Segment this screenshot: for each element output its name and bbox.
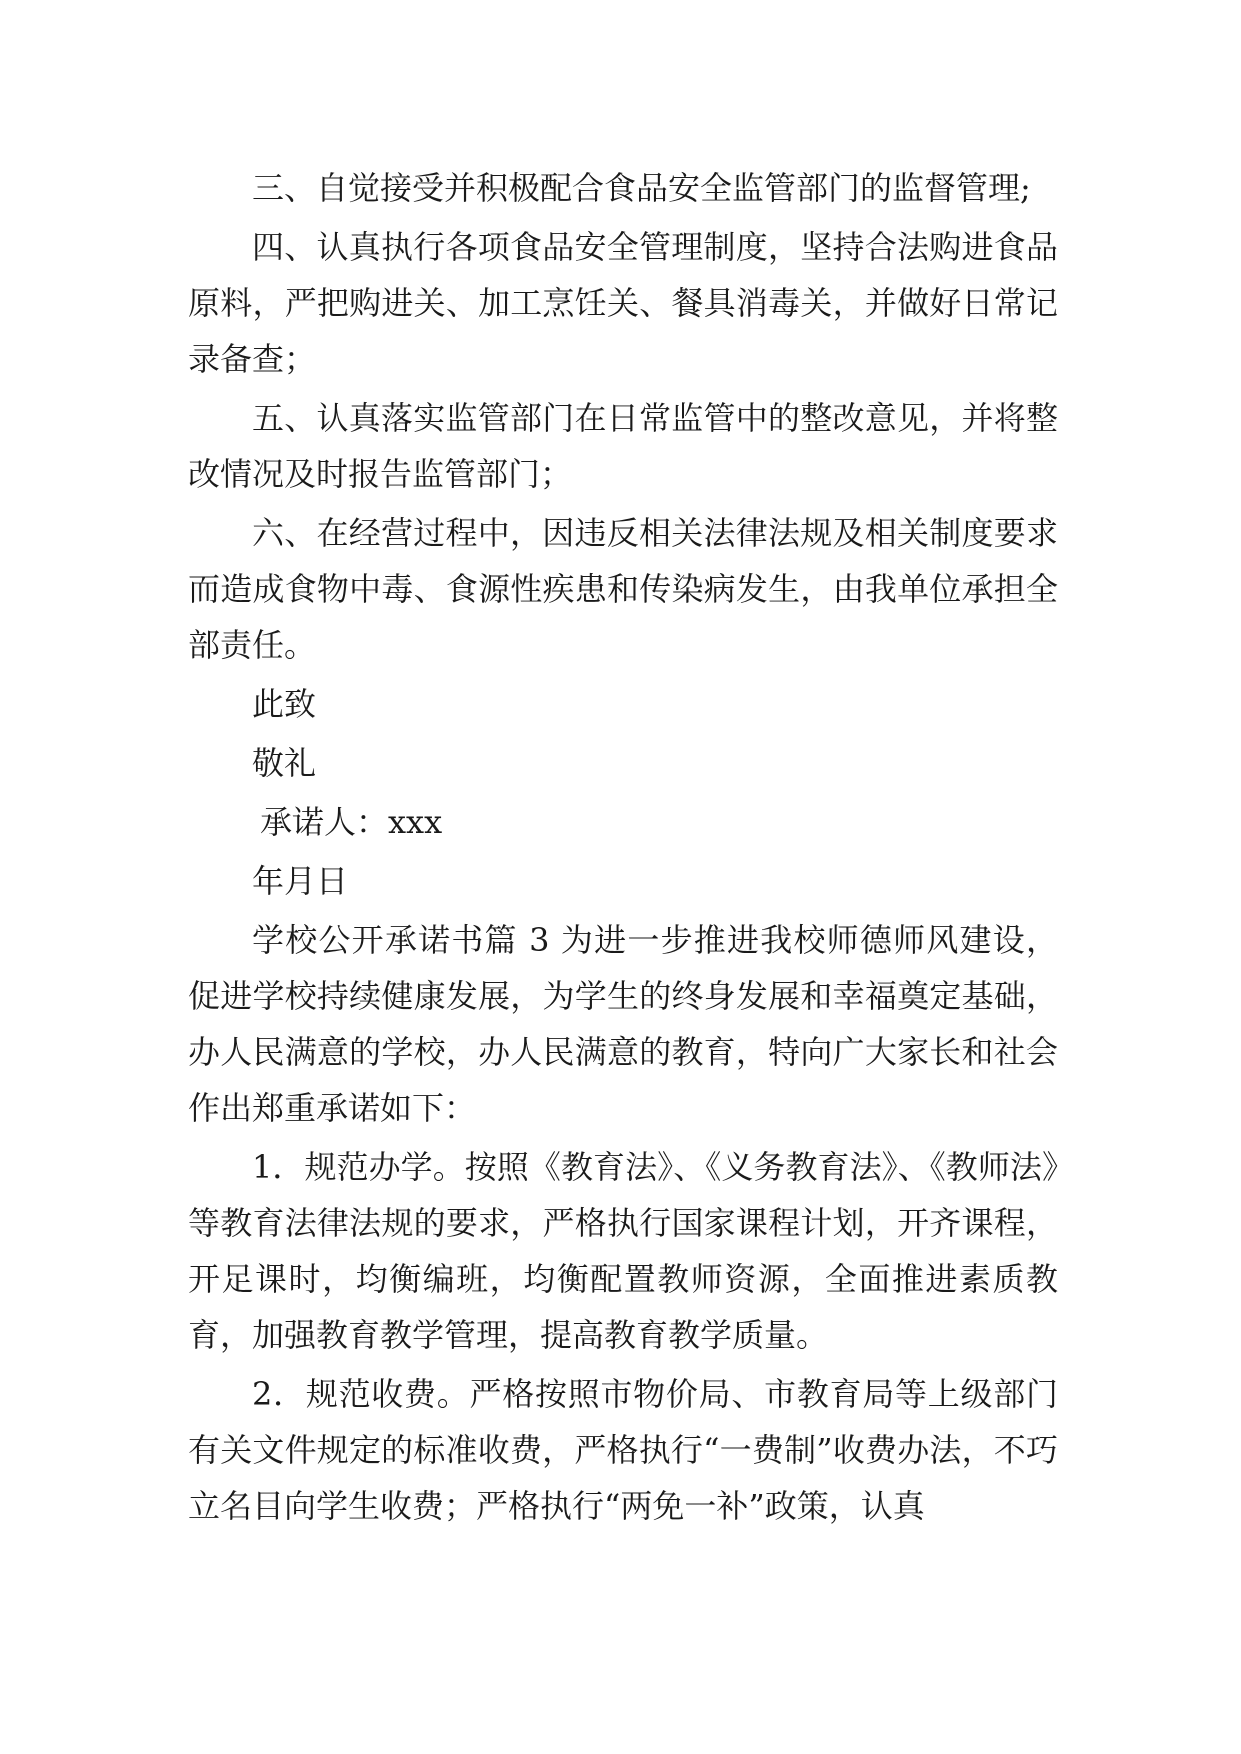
section-intro-paragraph: 学校公开承诺书篇 3 为进一步推进我校师德师风建设，促进学校持续健康发展，为学生的终身发展和幸福奠定基础，办人民满意的学校，办人民满意的教育，特向广大家长和社会作出郑重承诺如下： [188,921,1058,1127]
paragraph-item-4: 四、认真执行各项食品安全管理制度，坚持合法购进食品原料，严把购进关、加工烹饪关、餐具消毒关，并做好日常记录备查； [188,228,1058,378]
signer-line: 承诺人：xxx [260,803,443,841]
date-line: 年月日 [252,862,349,900]
document-body [188,160,1058,1537]
closing-salutation: 此致 [252,685,317,723]
paragraph-item-5: 五、认真落实监管部门在日常监管中的整改意见，并将整改情况及时报告监管部门； [188,399,1058,493]
paragraph-item-6: 六、在经营过程中，因违反相关法律法规及相关制度要求而造成食物中毒、食源性疾患和传染病发生，由我单位承担全部责任。 [188,514,1058,664]
commitment-item-2: 2．规范收费。严格按照市物价局、市教育局等上级部门有关文件规定的标准收费，严格执行“一费制”收费办法，不巧立名目向学生收费；严格执行“两免一补”政策，认真 [188,1375,1058,1525]
commitment-item-1: 1．规范办学。按照《教育法》、《义务教育法》、《教师法》等教育法律法规的要求，严格执行国家课程计划，开齐课程，开足课时，均衡编班，均衡配置教师资源，全面推进素质教育，加强教育教学管理，提高教育教学质量。 [188,1148,1058,1354]
paragraph-item-3: 三、自觉接受并积极配合食品安全监管部门的监督管理; [252,169,1031,207]
closing-respect: 敬礼 [252,744,317,782]
